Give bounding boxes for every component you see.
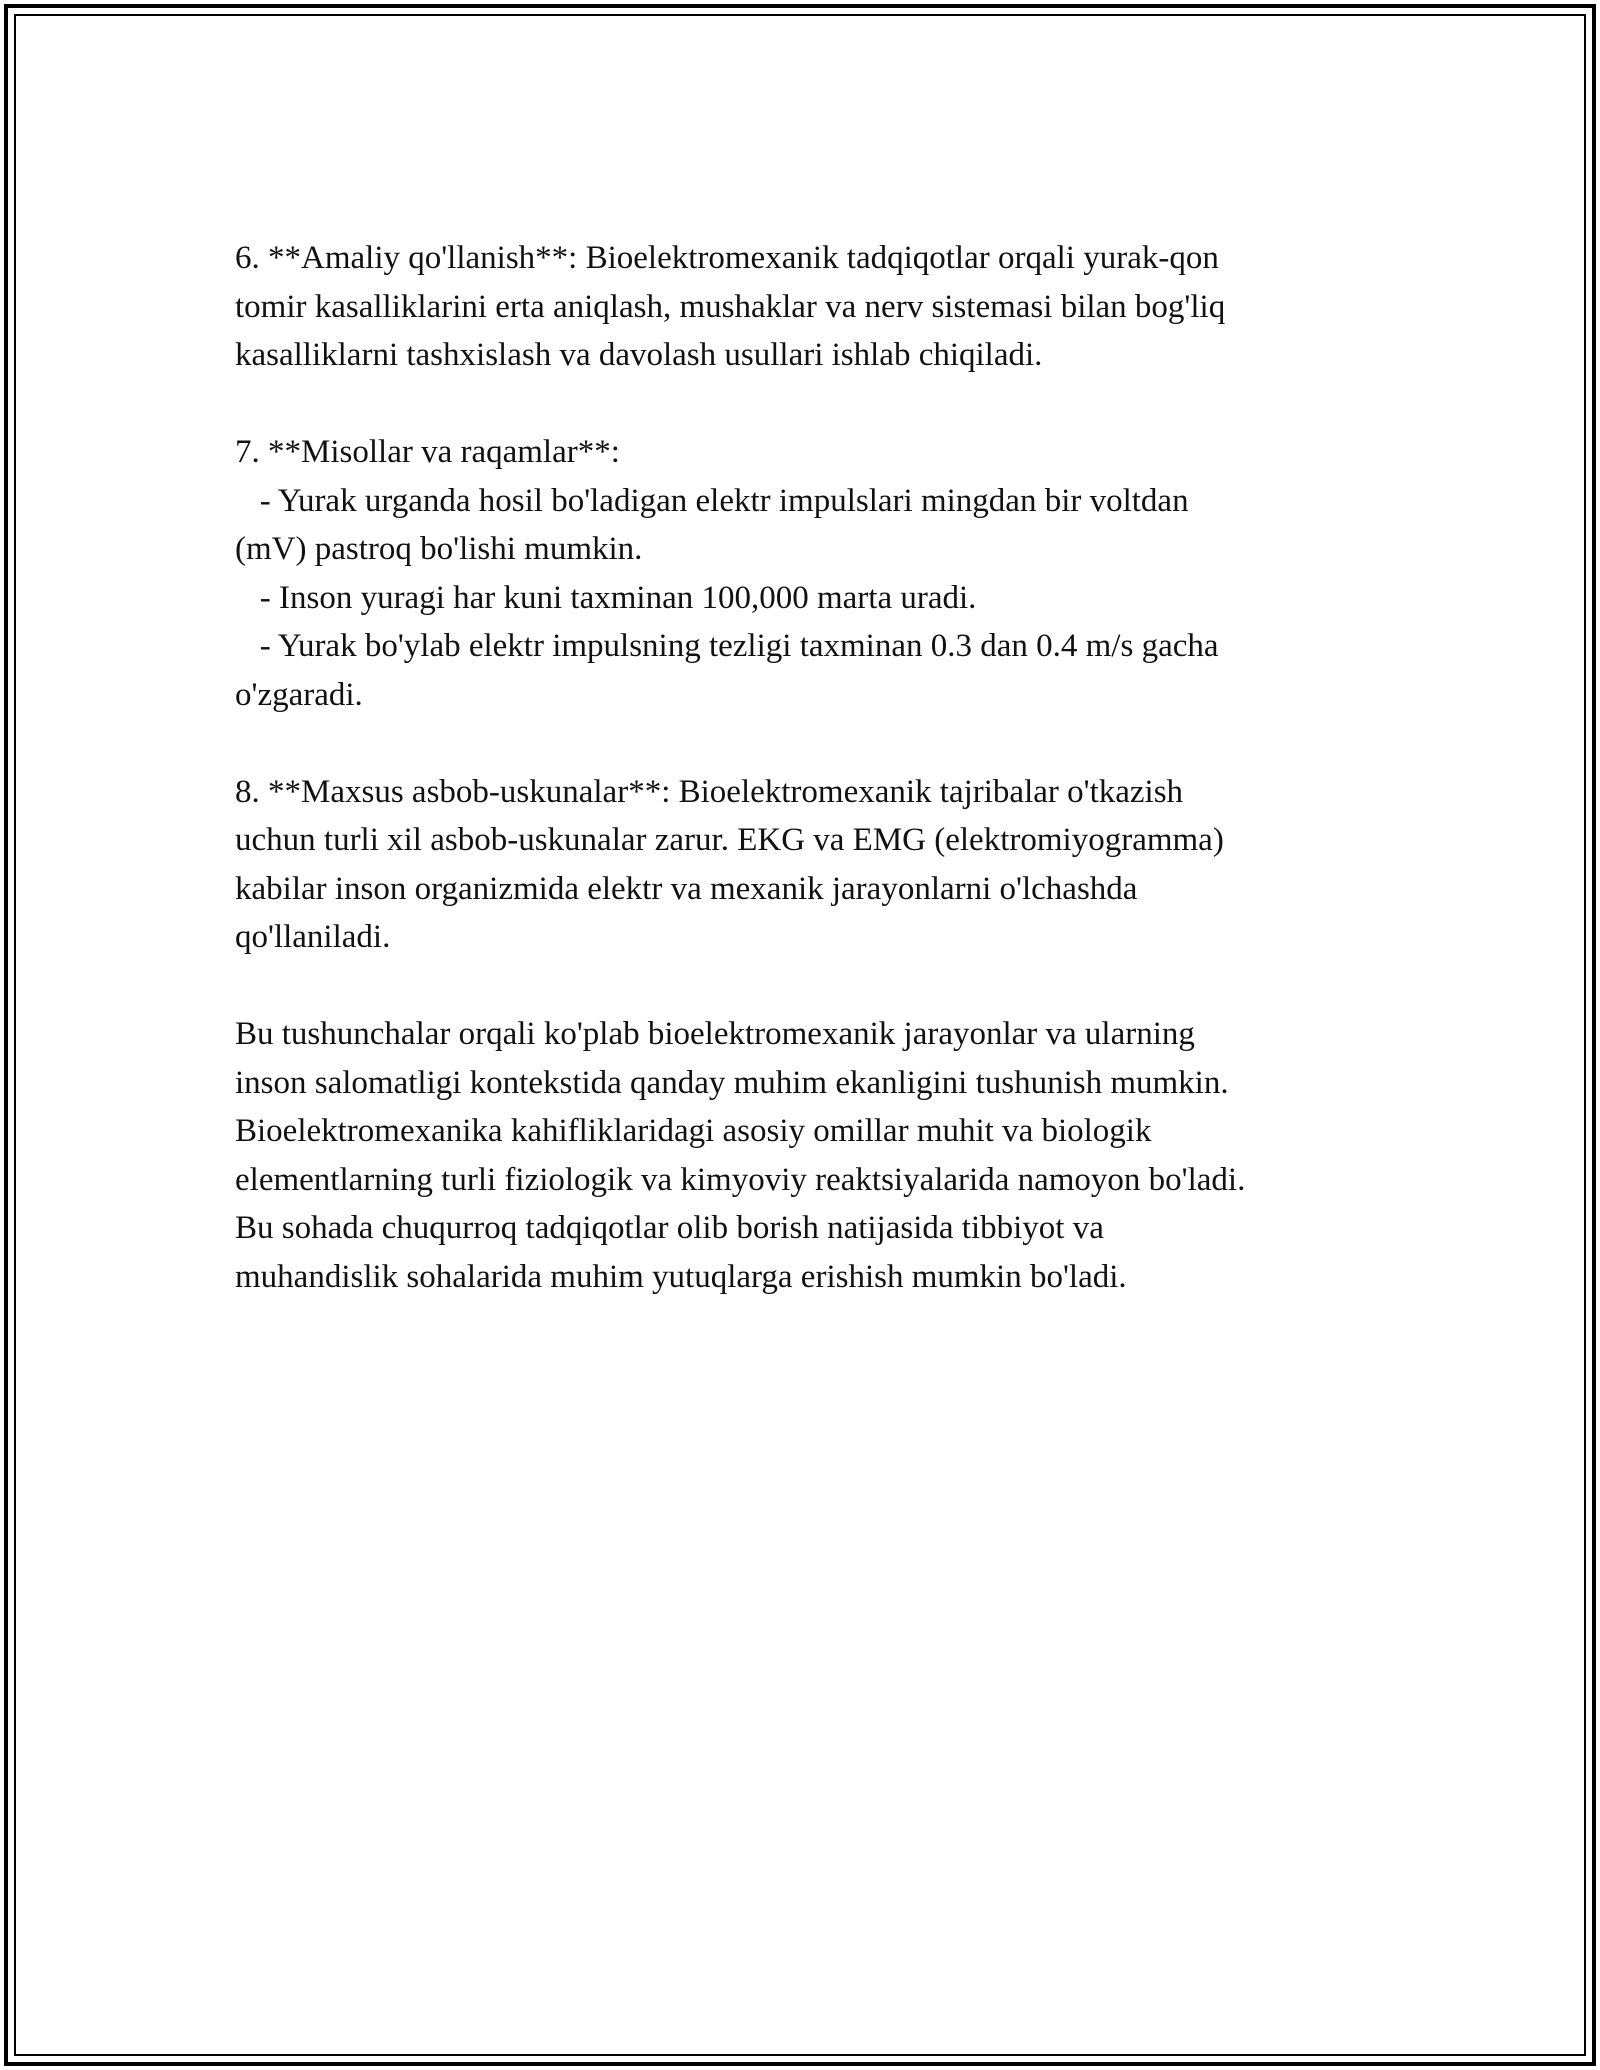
paragraph-line: 7. **Misollar va raqamlar**: — [235, 434, 620, 470]
list-item-line: - Inson yuragi har kuni taxminan 100,000 marta uradi. — [235, 579, 977, 616]
paragraph-line: inson salomatligi kontekstida qanday muhim ekanligini tushunish mumkin. — [235, 1064, 1229, 1101]
paragraph-spacer — [235, 962, 1415, 1011]
paragraph-line: Bioelektromexanika kahifliklaridagi asosiy omillar muhit va biologik — [235, 1113, 1152, 1149]
paragraph-line: elementlarning turli fiziologik va kimyoviy reaktsiyalarida namoyon bo'ladi. — [235, 1161, 1246, 1198]
paragraph-spacer — [235, 380, 1415, 429]
paragraph-line: uchun turli xil asbob-uskunalar zarur. EKG va EMG (elektromiyogramma) — [235, 822, 1224, 858]
list-item-line: (mV) pastroq bo'lishi mumkin. — [235, 531, 643, 567]
list-item-line: - Yurak bo'ylab elektr impulsning tezligi taxminan 0.3 dan 0.4 m/s gacha — [235, 628, 1219, 664]
list-item-line: o'zgaradi. — [235, 676, 363, 713]
paragraph-line: tomir kasalliklarini erta aniqlash, mushaklar va nerv sistemasi bilan bog'liq — [235, 288, 1226, 325]
paragraph-6 — [235, 234, 1415, 380]
paragraph-line: kasalliklarni tashxislash va davolash usullari ishlab chiqiladi. — [235, 337, 1043, 373]
paragraph-line: 8. **Maxsus asbob-uskunalar**: Bioelektromexanik tajribalar o'tkazish — [235, 773, 1184, 810]
paragraph-line: qo'llaniladi. — [235, 919, 391, 955]
paragraph-7 — [235, 428, 1415, 719]
paragraph-line: Bu tushunchalar orqali ko'plab bioelektromexanik jarayonlar va ularning — [235, 1016, 1195, 1052]
list-item-line: - Yurak urganda hosil bo'ladigan elektr impulslari mingdan bir voltdan — [235, 482, 1189, 519]
paragraph-line: Bu sohada chuqurroq tadqiqotlar olib borish natijasida tibbiyot va — [235, 1210, 1104, 1246]
paragraph-line: kabilar inson organizmida elektr va mexanik jarayonlarni o'lchashda — [235, 870, 1138, 907]
paragraph-line: muhandislik sohalarida muhim yutuqlarga erishish mumkin bo'ladi. — [235, 1258, 1127, 1295]
paragraph-conclusion — [235, 1010, 1415, 1301]
paragraph-line: 6. **Amaliy qo'llanish**: Bioelektromexanik tadqiqotlar orqali yurak-qon — [235, 240, 1219, 276]
paragraph-spacer — [235, 719, 1415, 768]
document-body — [235, 234, 1415, 1301]
paragraph-8 — [235, 768, 1415, 962]
